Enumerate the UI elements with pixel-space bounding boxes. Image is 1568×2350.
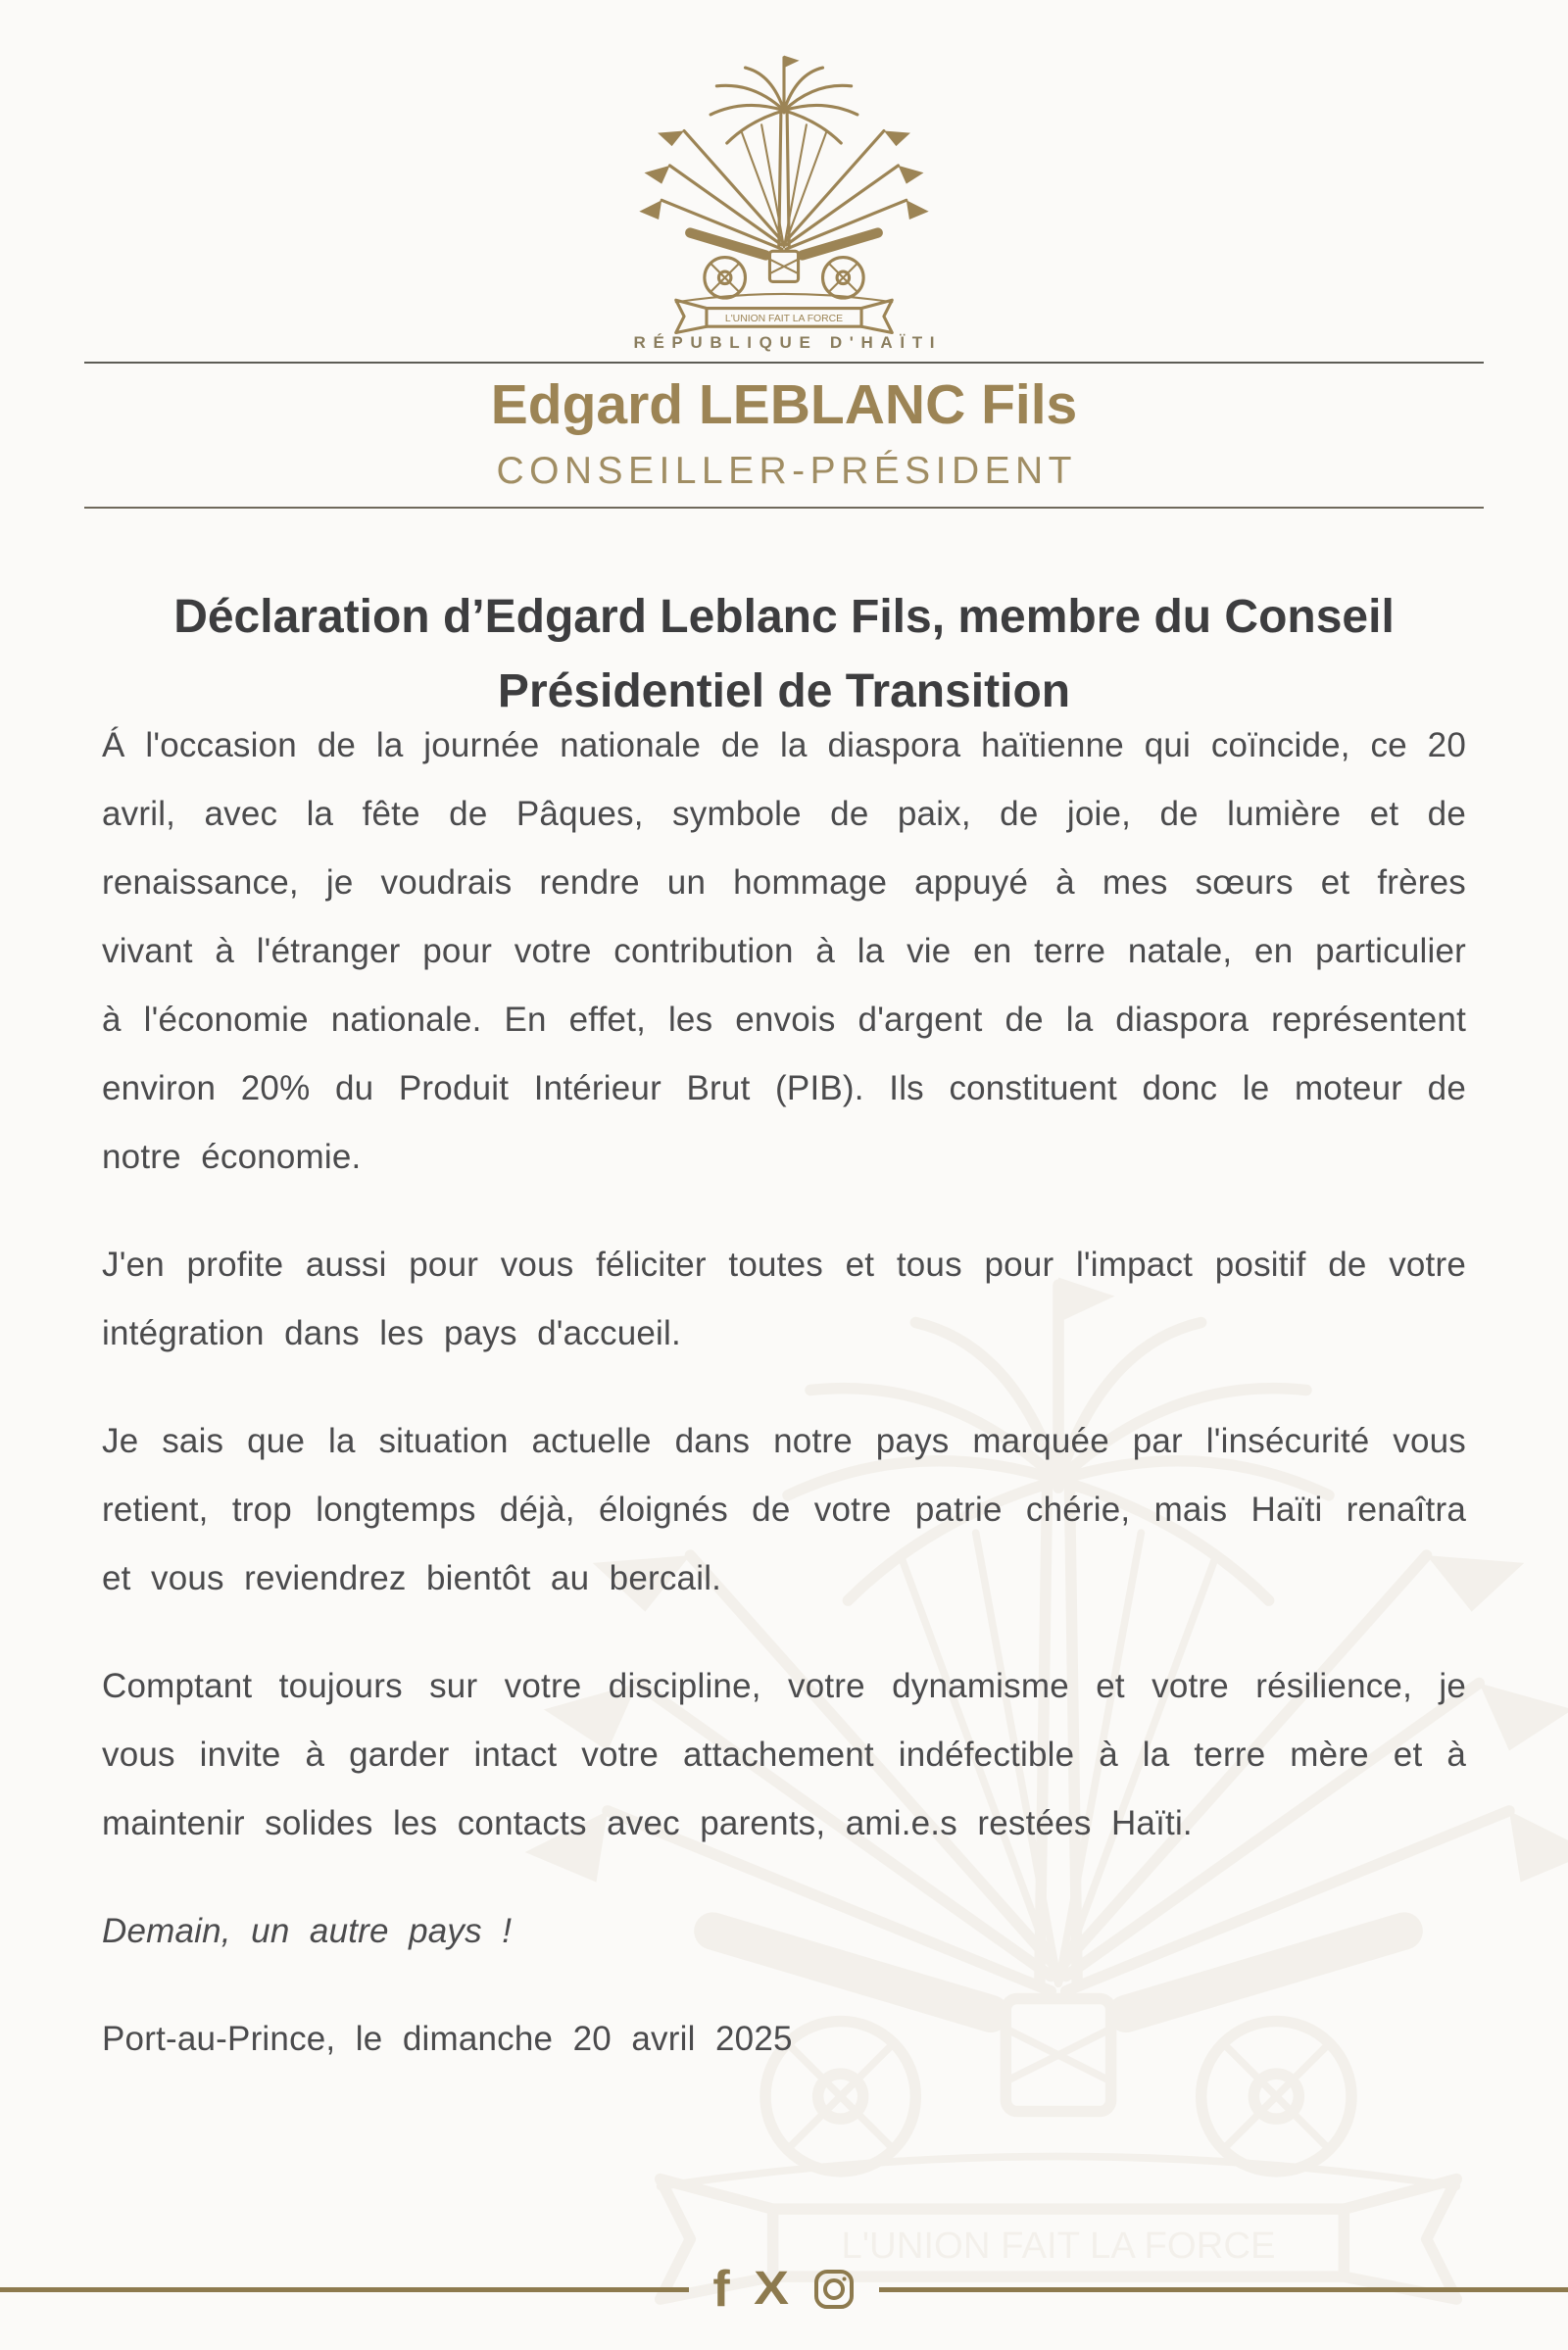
author-role: CONSEILLER-PRÉSIDENT bbox=[496, 450, 1077, 492]
paragraph-3: Je sais que la situation actuelle dans notre pays marquée par l'insécurité vous retient, trop longtemps déjà, éloignés de votre patrie chérie, mais Haïti renaîtra et vous reviendrez bientôt au bercail. bbox=[102, 1422, 1466, 1597]
author-name: Edgard LEBLANC Fils bbox=[490, 373, 1078, 436]
footer-divider-left bbox=[0, 2287, 689, 2292]
country-label: RÉPUBLIQUE D'HAÏTI bbox=[633, 333, 943, 352]
dateline: Port-au-Prince, le dimanche 20 avril 2025 bbox=[102, 2020, 793, 2058]
document-body bbox=[102, 711, 1466, 2113]
social-links bbox=[689, 2261, 878, 2318]
paragraph-2: J'en profite aussi pour vous féliciter toutes et tous pour l'impact positif de votre intégration dans les pays d'accueil. bbox=[102, 1246, 1466, 1352]
instagram-icon[interactable] bbox=[812, 2268, 856, 2311]
footer-divider-right bbox=[879, 2287, 1568, 2292]
paragraph-4: Comptant toujours sur votre discipline, votre dynamisme et votre résilience, je vous invite à garder intact votre attachement indéfectible à la terre mère et à maintenir solides les contacts avec parents, ami.e.s restées Haïti. bbox=[102, 1667, 1466, 1842]
document-title: Déclaration d’Edgard Leblanc Fils, membre du Conseil Présidentiel de Transition bbox=[173, 591, 1395, 718]
header-divider-top bbox=[84, 362, 1484, 364]
slogan: Demain, un autre pays ! bbox=[102, 1912, 513, 1950]
x-icon[interactable]: X bbox=[753, 2263, 789, 2315]
header-divider-bottom bbox=[84, 507, 1484, 509]
paragraph-1: Á l'occasion de la journée nationale de la diaspora haïtienne qui coïncide, ce 20 avril, avec la fête de Pâques, symbole de paix, de joie, de lumière et de renaissance, je voudrais rendre un hommage appuyé à mes sœurs et frères vivant à l'étranger pour votre contribution à la vie en terre natale, en particulier à l'économie nationale. En effet, les envois d'argent de la diaspora représentent environ 20% du Produit Intérieur Brut (PIB). Ils constituent donc le moteur de notre économie. bbox=[102, 726, 1466, 1176]
footer bbox=[0, 2260, 1568, 2319]
facebook-icon[interactable]: f bbox=[712, 2261, 730, 2318]
haiti-coat-of-arms-icon bbox=[631, 45, 937, 341]
